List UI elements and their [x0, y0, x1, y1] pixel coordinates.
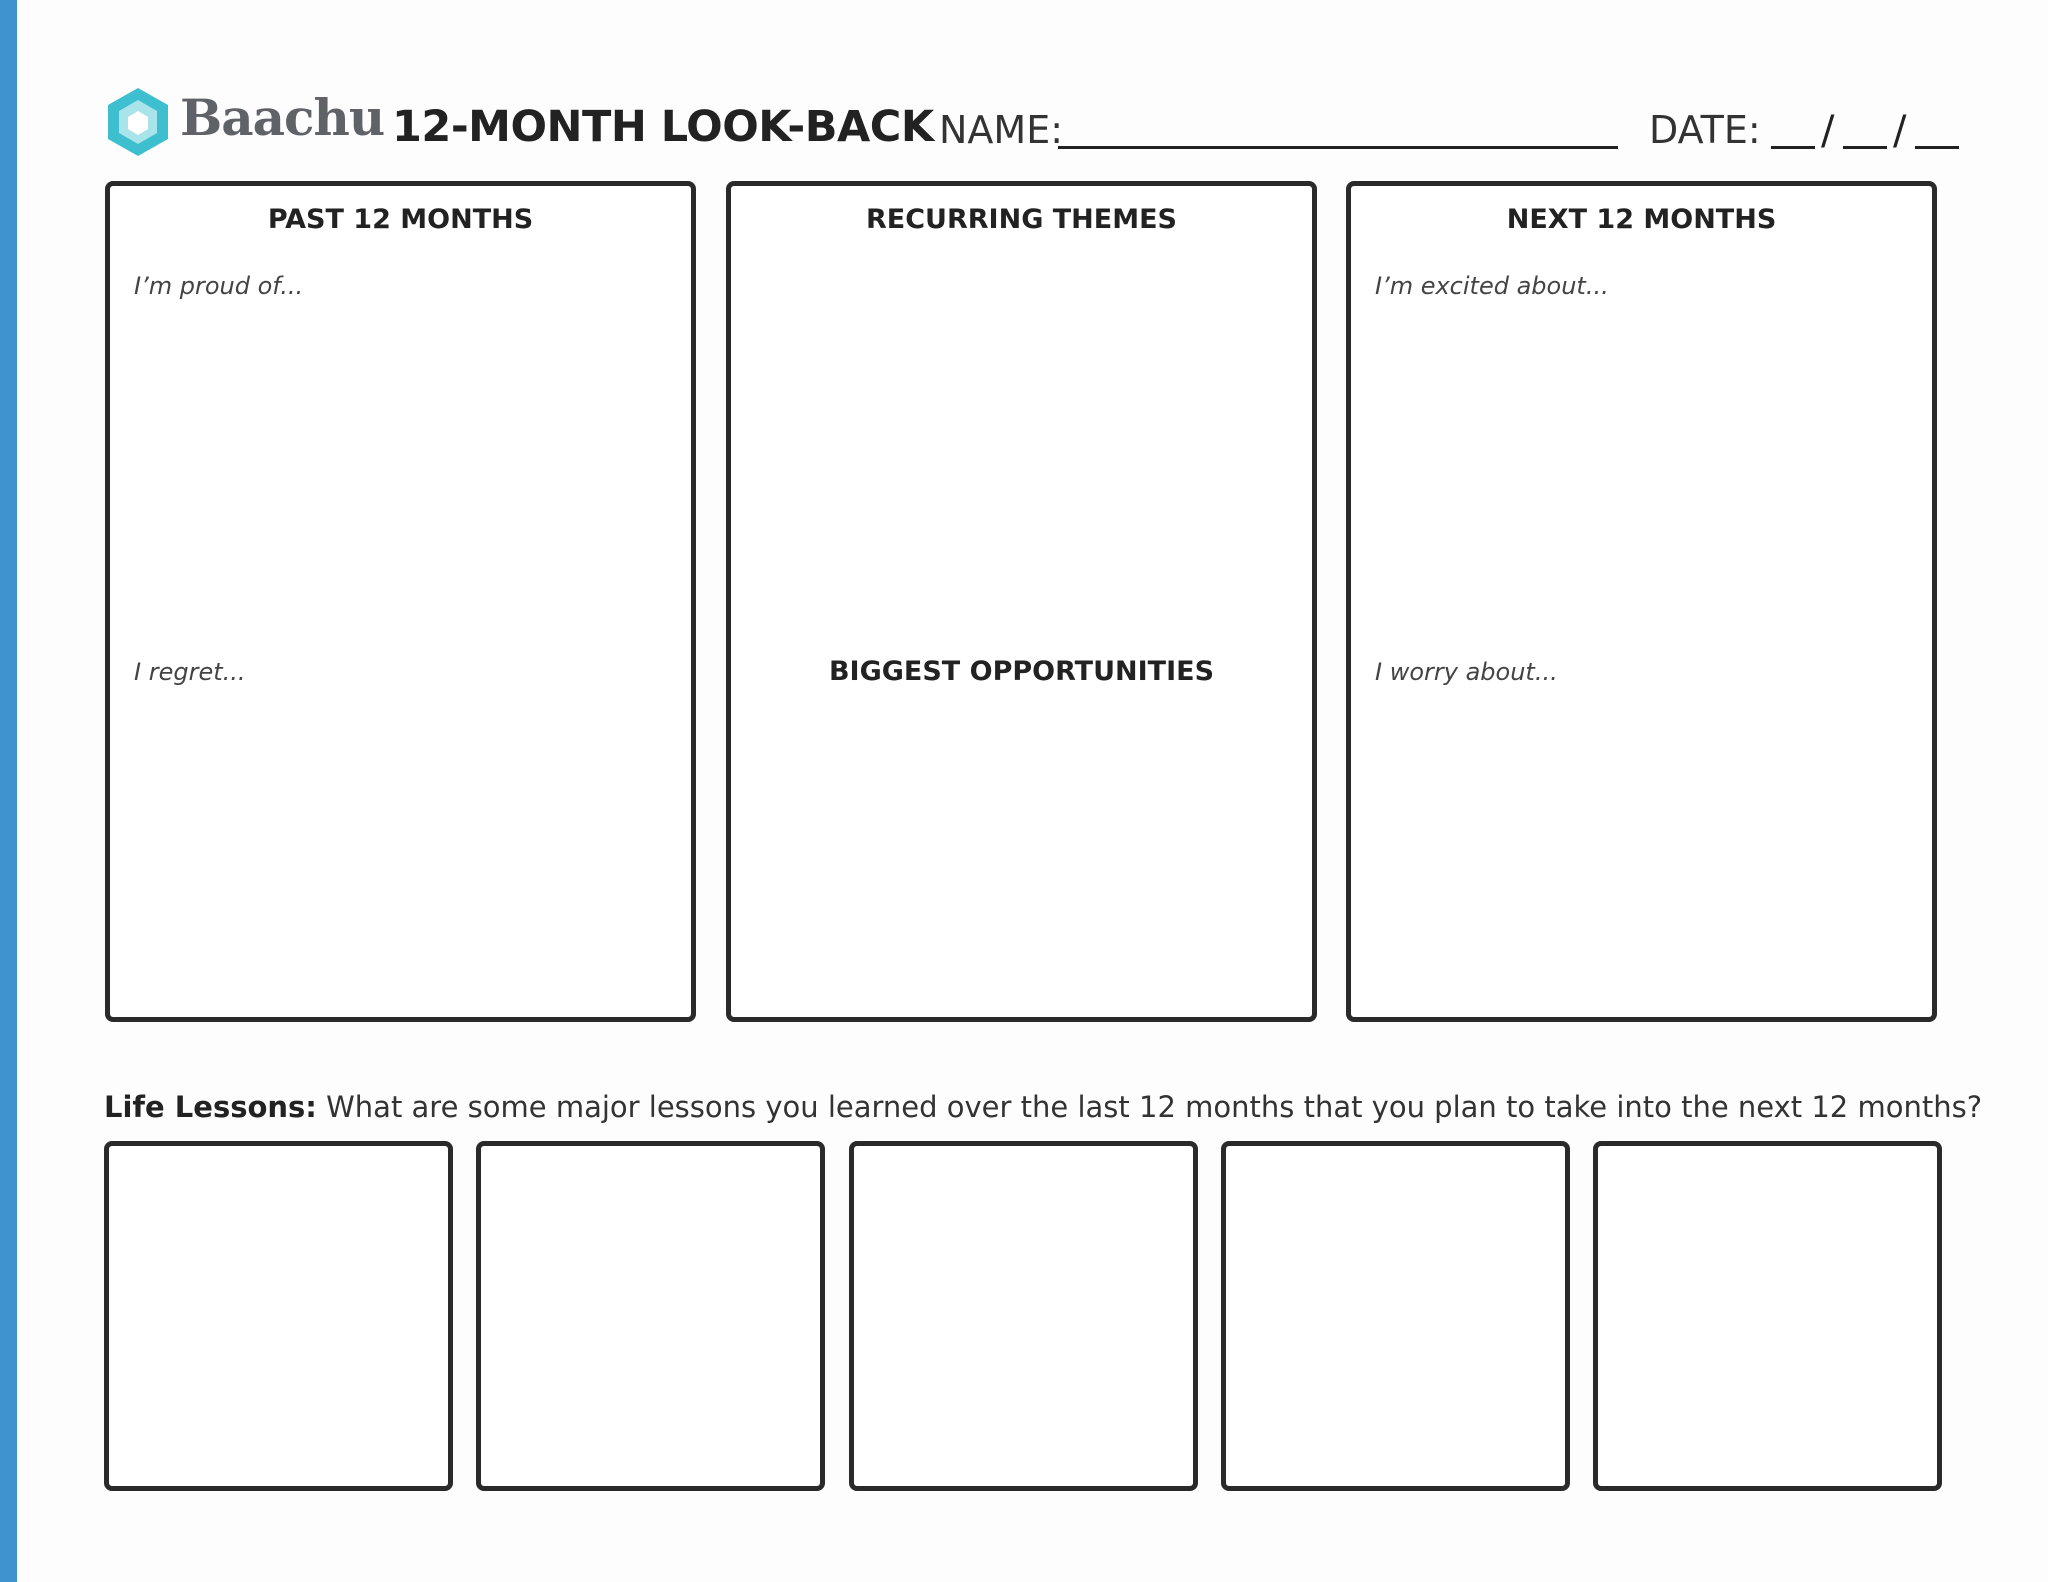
date-slash: /	[1821, 108, 1835, 154]
panel-subheading-biggest-opportunities: BIGGEST OPPORTUNITIES	[828, 656, 1215, 687]
lesson-box[interactable]	[1593, 1141, 1942, 1491]
date-month-blank[interactable]	[1771, 146, 1815, 149]
date-year-blank[interactable]	[1915, 146, 1959, 149]
name-field[interactable]	[1058, 146, 1618, 149]
panel-recurring-themes[interactable]	[726, 181, 1317, 1022]
panel-next-12-months[interactable]	[1346, 181, 1937, 1022]
prompt-proud-of: I’m proud of...	[134, 272, 304, 300]
panel-heading: RECURRING THEMES	[866, 204, 1177, 235]
hexagon-logo-icon	[105, 86, 171, 158]
lesson-box[interactable]	[476, 1141, 825, 1491]
life-lessons-prompt	[104, 1090, 1982, 1124]
date-slash: /	[1893, 108, 1907, 154]
life-lessons-question: What are some major lessons you learned over the last 12 months that you plan to take into the next 12 months?	[326, 1090, 1983, 1124]
date-label: DATE:	[1649, 108, 1761, 152]
prompt-regret: I regret...	[134, 658, 246, 686]
brand-name: Baachu	[180, 88, 385, 147]
page-title: 12-MONTH LOOK-BACK	[392, 102, 934, 152]
name-label: NAME:	[939, 108, 1064, 152]
side-stripe	[0, 0, 17, 1582]
lesson-box[interactable]	[104, 1141, 453, 1491]
panel-heading: PAST 12 MONTHS	[267, 204, 534, 235]
lesson-box[interactable]	[849, 1141, 1198, 1491]
prompt-worry-about: I worry about...	[1375, 658, 1558, 686]
lesson-box[interactable]	[1221, 1141, 1570, 1491]
prompt-excited-about: I’m excited about...	[1375, 272, 1609, 300]
panel-heading: NEXT 12 MONTHS	[1506, 204, 1777, 235]
date-field[interactable]	[1771, 94, 2001, 154]
panel-past-12-months[interactable]	[105, 181, 696, 1022]
life-lessons-label: Life Lessons:	[104, 1090, 317, 1124]
date-day-blank[interactable]	[1843, 146, 1887, 149]
header	[105, 84, 1945, 164]
